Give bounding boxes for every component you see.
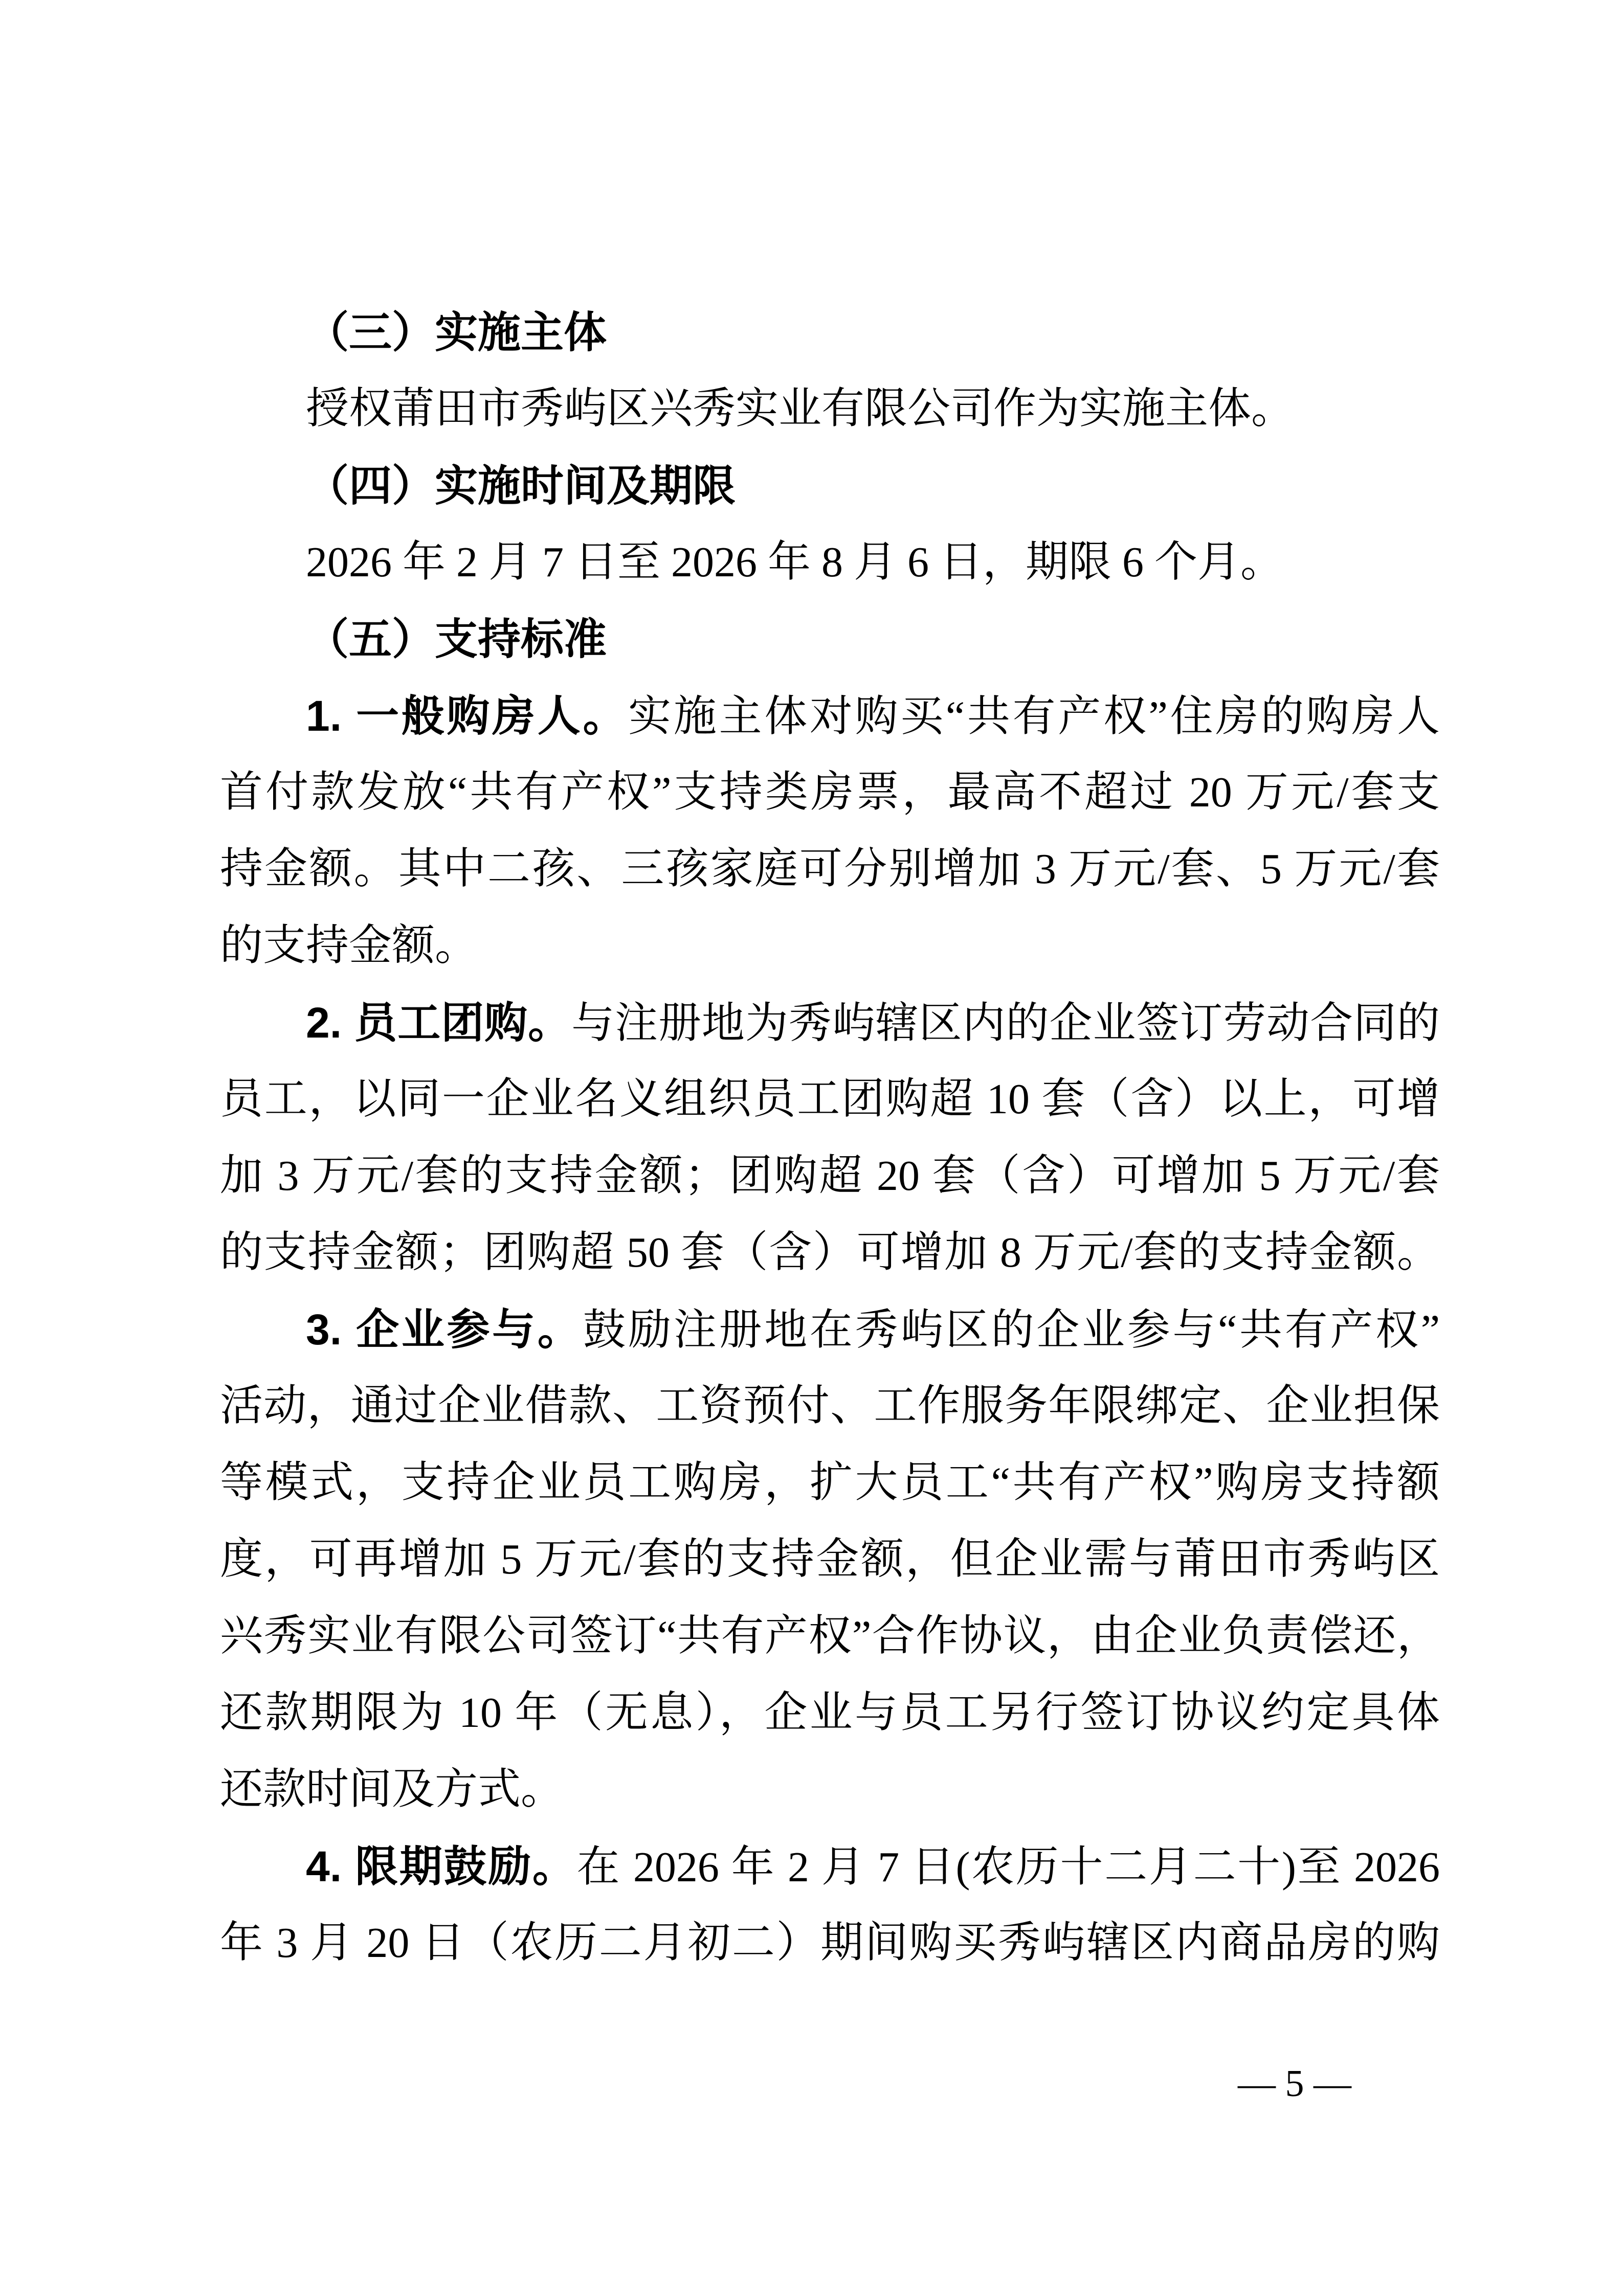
paragraph-line bbox=[220, 1521, 1440, 1598]
line-text: 与注册地为秀屿辖区内的企业签订劳动合同的 bbox=[571, 1000, 1440, 1047]
item-1-label: 1. 一般购房人。 bbox=[306, 692, 629, 740]
paragraph-line bbox=[220, 1214, 1440, 1291]
paragraph-line bbox=[220, 1675, 1440, 1751]
section-heading-3 bbox=[220, 294, 1440, 371]
heading-text: （三）实施主体 bbox=[306, 308, 607, 356]
line-text: 2026 年 2 月 7 日至 2026 年 8 月 6 日，期限 6 个月。 bbox=[306, 538, 1284, 586]
section-heading-4 bbox=[220, 447, 1440, 524]
page-number: — 5 — bbox=[1238, 2063, 1351, 2105]
list-item-4-line bbox=[220, 1828, 1440, 1905]
paragraph-line bbox=[220, 1445, 1440, 1521]
paragraph-line bbox=[220, 1368, 1440, 1445]
line-text: 员工，以同一企业名义组织员工团购超 10 套（含）以上，可增 bbox=[220, 1075, 1440, 1123]
line-text: 授权莆田市秀屿区兴秀实业有限公司作为实施主体。 bbox=[306, 385, 1295, 433]
line-text: 还款期限为 10 年（无息），企业与员工另行签订协议约定具体 bbox=[220, 1689, 1440, 1737]
list-item-2-line bbox=[220, 984, 1440, 1061]
heading-text: （四）实施时间及期限 bbox=[306, 462, 736, 510]
paragraph-line bbox=[220, 908, 1440, 984]
line-text: 度，可再增加 5 万元/套的支持金额，但企业需与莆田市秀屿区 bbox=[220, 1536, 1440, 1583]
paragraph-line bbox=[220, 1061, 1440, 1138]
line-text: 的支持金额；团购超 50 套（含）可增加 8 万元/套的支持金额。 bbox=[220, 1229, 1440, 1276]
section-heading-5 bbox=[220, 601, 1440, 678]
document-body bbox=[220, 294, 1440, 1982]
line-text: 加 3 万元/套的支持金额；团购超 20 套（含）可增加 5 万元/套 bbox=[220, 1152, 1440, 1200]
heading-text: （五）支持标准 bbox=[306, 615, 607, 663]
paragraph-line bbox=[220, 371, 1440, 447]
paragraph-line bbox=[220, 1598, 1440, 1675]
paragraph-line bbox=[220, 1905, 1440, 1982]
line-text: 实施主体对购买“共有产权”住房的购房人 bbox=[628, 693, 1440, 740]
paragraph-line bbox=[220, 1751, 1440, 1828]
paragraph-line bbox=[220, 831, 1440, 908]
line-text: 活动，通过企业借款、工资预付、工作服务年限绑定、企业担保 bbox=[220, 1382, 1440, 1430]
list-item-1-line bbox=[220, 678, 1440, 754]
item-4-label: 4. 限期鼓励。 bbox=[306, 1842, 577, 1890]
line-text: 在 2026 年 2 月 7 日(农历十二月二十)至 2026 bbox=[576, 1843, 1440, 1891]
line-text: 还款时间及方式。 bbox=[220, 1766, 564, 1813]
line-text: 兴秀实业有限公司签订“共有产权”合作协议，由企业负责偿还， bbox=[220, 1612, 1440, 1660]
list-item-3-line bbox=[220, 1291, 1440, 1368]
item-3-label: 3. 企业参与。 bbox=[306, 1305, 583, 1354]
line-text: 首付款发放“共有产权”支持类房票，最高不超过 20 万元/套支 bbox=[220, 769, 1440, 816]
line-text: 持金额。其中二孩、三孩家庭可分别增加 3 万元/套、5 万元/套 bbox=[220, 845, 1440, 893]
line-text: 等模式，支持企业员工购房，扩大员工“共有产权”购房支持额 bbox=[220, 1459, 1440, 1506]
item-2-label: 2. 员工团购。 bbox=[306, 999, 572, 1047]
paragraph-line bbox=[220, 524, 1440, 601]
paragraph-line bbox=[220, 754, 1440, 831]
line-text: 的支持金额。 bbox=[220, 922, 478, 970]
paragraph-line bbox=[220, 1138, 1440, 1214]
line-text: 鼓励注册地在秀屿区的企业参与“共有产权” bbox=[583, 1307, 1440, 1354]
line-text: 年 3 月 20 日（农历二月初二）期间购买秀屿辖区内商品房的购 bbox=[220, 1919, 1440, 1967]
